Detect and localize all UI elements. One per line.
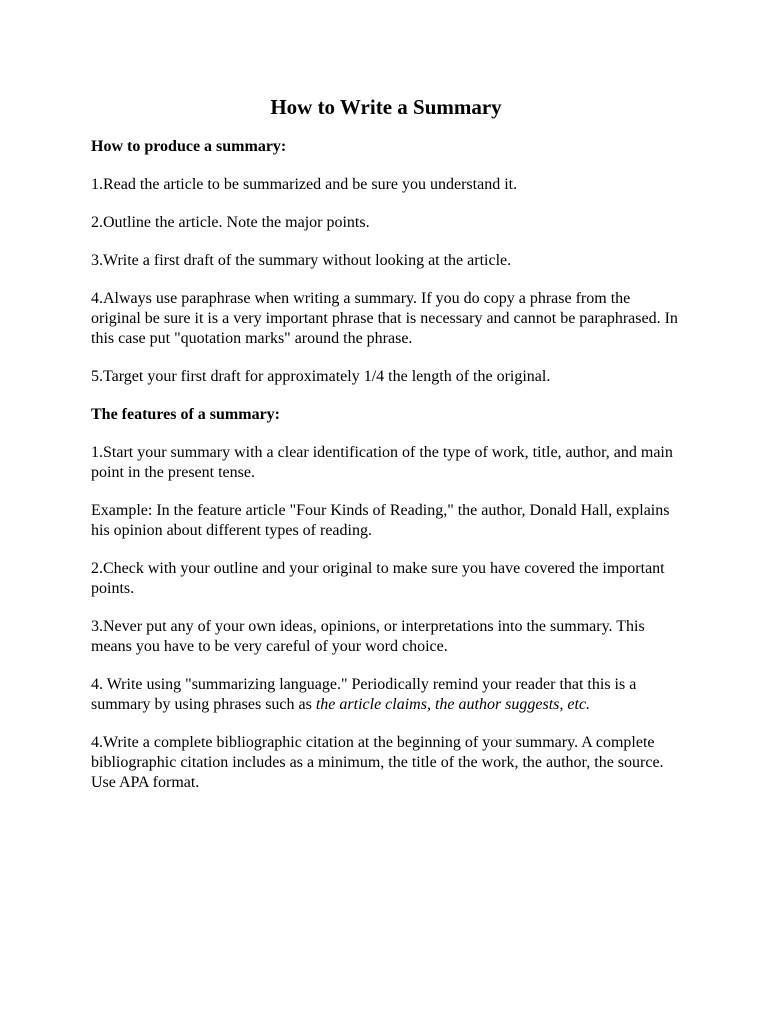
feature-item-2: 2.Check with your outline and your original to make sure you have covered the important points. bbox=[91, 560, 665, 597]
document-page bbox=[91, 94, 681, 811]
produce-step-2: 2.Outline the article. Note the major points. bbox=[91, 214, 370, 231]
feature-item-3: 3.Never put any of your own ideas, opinions, or interpretations into the summary. This means you have to be very careful of your word choice. bbox=[91, 618, 645, 655]
feature-item-4 bbox=[91, 675, 681, 715]
feature-item-4-text: 4. Write using "summarizing language." Periodically remind your reader that this is a summary by using phrases such as bbox=[91, 676, 637, 713]
produce-step-3: 3.Write a first draft of the summary without looking at the article. bbox=[91, 252, 512, 269]
produce-step-5: 5.Target your first draft for approximately 1/4 the length of the original. bbox=[91, 368, 551, 385]
section-heading-produce: How to produce a summary: bbox=[91, 138, 287, 155]
produce-step-4: 4.Always use paraphrase when writing a summary. If you do copy a phrase from the original be sure it is a very important phrase that is necessary and cannot be paraphrased. In this case put "quotation marks" around the phrase. bbox=[91, 290, 678, 347]
feature-example: Example: In the feature article "Four Kinds of Reading," the author, Donald Hall, explains his opinion about different types of reading. bbox=[91, 502, 670, 539]
feature-item-1: 1.Start your summary with a clear identification of the type of work, title, author, and main point in the present tense. bbox=[91, 444, 673, 481]
feature-item-4-italic: the article claims, the author suggests, etc. bbox=[315, 696, 591, 713]
section-heading-features: The features of a summary: bbox=[91, 406, 281, 423]
document-title: How to Write a Summary bbox=[270, 95, 502, 119]
feature-item-5: 4.Write a complete bibliographic citation at the beginning of your summary. A complete bibliographic citation includes as a minimum, the title of the work, the author, the source. Use APA format. bbox=[91, 734, 664, 791]
produce-step-1: 1.Read the article to be summarized and be sure you understand it. bbox=[91, 176, 518, 193]
